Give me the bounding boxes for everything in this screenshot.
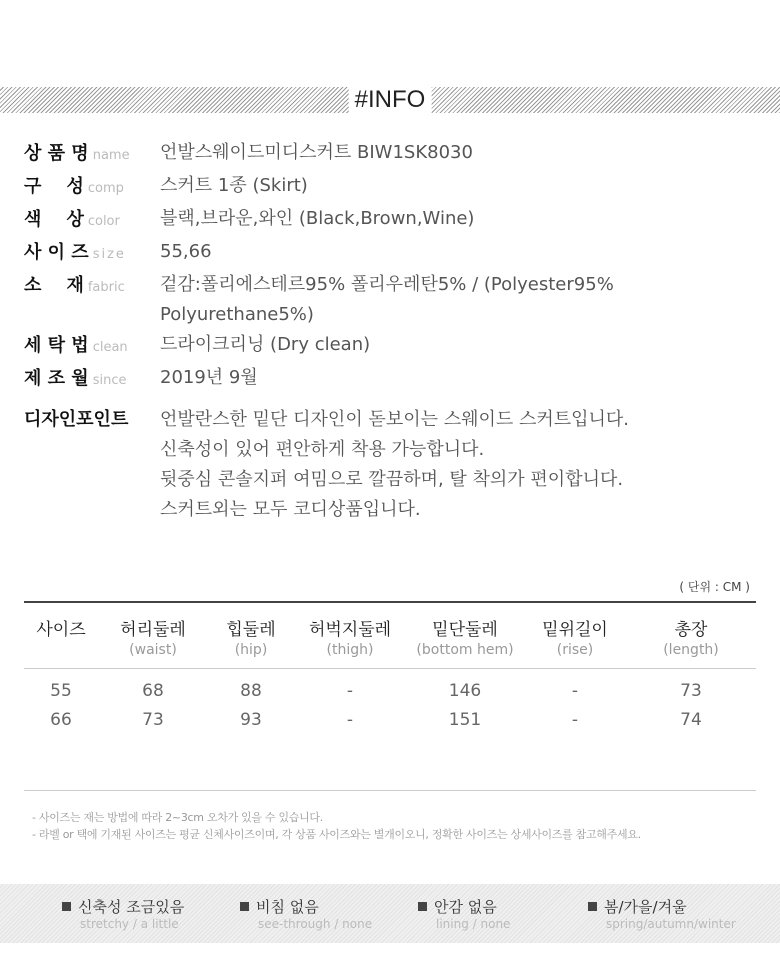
info-row-fabric bbox=[24, 270, 764, 330]
info-row-name bbox=[24, 138, 764, 171]
info-value: 스커트 1종 (Skirt) bbox=[160, 175, 308, 196]
info-label-en: since bbox=[92, 373, 127, 388]
info-row-clean bbox=[24, 330, 764, 363]
table-cell: - bbox=[571, 680, 579, 701]
design-line: 뒷중심 콘솔지퍼 여밈으로 깔끔하며, 탈 착의가 편이합니다. bbox=[160, 469, 624, 490]
info-label: 구 성 bbox=[24, 176, 84, 197]
table-cell: 66 bbox=[50, 709, 72, 730]
table-cell: 55 bbox=[50, 680, 72, 701]
table-cell: 74 bbox=[680, 709, 702, 730]
square-bullet-icon bbox=[588, 902, 597, 911]
feature-label: 안감 없음 bbox=[434, 898, 497, 916]
info-label: 소 재 bbox=[24, 275, 84, 296]
info-label-en: fabric bbox=[87, 280, 125, 295]
info-value: 드라이크리닝 (Dry clean) bbox=[160, 334, 371, 355]
size-table bbox=[24, 601, 756, 734]
info-label-en: name bbox=[92, 148, 130, 163]
unit-label: ( 단위 : CM ) bbox=[679, 580, 750, 594]
table-row bbox=[24, 669, 756, 706]
feature-label: 신축성 조금있음 bbox=[78, 898, 185, 916]
info-label: 사 이 즈 bbox=[24, 242, 89, 263]
feature-sub: spring/autumn/winter bbox=[606, 917, 736, 931]
table-header: 사이즈 bbox=[24, 602, 98, 669]
product-info bbox=[24, 138, 764, 396]
feature-item bbox=[62, 896, 184, 931]
feature-item bbox=[240, 896, 372, 931]
feature-sub: see-through / none bbox=[258, 917, 373, 931]
design-label: 디자인포인트 bbox=[24, 409, 129, 430]
feature-label: 봄/가을/겨울 bbox=[604, 898, 687, 916]
feature-item bbox=[418, 896, 510, 931]
design-point bbox=[24, 405, 764, 525]
size-notes bbox=[32, 809, 641, 843]
info-value-cont: Polyurethane5%) bbox=[160, 304, 314, 325]
table-cell: - bbox=[571, 709, 579, 730]
info-label-en: comp bbox=[87, 181, 124, 196]
title-band bbox=[0, 87, 780, 113]
info-label-en: clean bbox=[92, 340, 128, 355]
info-label: 상 품 명 bbox=[24, 143, 89, 164]
table-row bbox=[24, 705, 756, 734]
square-bullet-icon bbox=[240, 902, 249, 911]
table-header: 총장 (length) bbox=[626, 602, 756, 669]
info-value: 언발스웨이드미디스커트 BIW1SK8030 bbox=[160, 142, 473, 163]
design-line: 신축성이 있어 편안하게 착용 가능합니다. bbox=[160, 439, 485, 460]
table-cell: 68 bbox=[142, 680, 164, 701]
info-row-since bbox=[24, 363, 764, 396]
table-header-row bbox=[24, 602, 756, 669]
table-cell: - bbox=[346, 680, 354, 701]
info-label-en: color bbox=[87, 214, 120, 229]
table-header: 허벅지둘레 (thigh) bbox=[294, 602, 406, 669]
table-header: 힙둘레 (hip) bbox=[208, 602, 294, 669]
table-cell: 73 bbox=[680, 680, 702, 701]
square-bullet-icon bbox=[62, 902, 71, 911]
info-value: 겉감:폴리에스테르95% 폴리우레탄5% / (Polyester95% bbox=[160, 274, 614, 295]
feature-sub: stretchy / a little bbox=[80, 917, 179, 931]
feature-item bbox=[588, 896, 736, 931]
table-cell: 151 bbox=[448, 709, 482, 730]
feature-sub: lining / none bbox=[436, 917, 511, 931]
table-header: 밑위길이 (rise) bbox=[524, 602, 626, 669]
feature-bar bbox=[0, 884, 780, 943]
info-label-en: size bbox=[92, 247, 126, 262]
info-row-color bbox=[24, 204, 764, 237]
table-cell: 73 bbox=[142, 709, 164, 730]
info-row-size bbox=[24, 237, 764, 270]
table-cell: 146 bbox=[448, 680, 482, 701]
divider bbox=[24, 790, 756, 791]
table-cell: 88 bbox=[240, 680, 262, 701]
info-value: 블랙,브라운,와인 (Black,Brown,Wine) bbox=[160, 208, 475, 229]
note-line: - 라벨 or 택에 기재된 사이즈는 평균 신체사이즈이며, 각 상품 사이즈와는 별개이오니, 정확한 사이즈는 상세사이즈를 참고해주세요. bbox=[32, 828, 641, 841]
info-label: 색 상 bbox=[24, 209, 84, 230]
table-cell: 93 bbox=[240, 709, 262, 730]
table-header: 허리둘레 (waist) bbox=[98, 602, 208, 669]
info-value: 55,66 bbox=[160, 241, 212, 262]
feature-label: 비침 없음 bbox=[256, 898, 319, 916]
info-label: 제 조 월 bbox=[24, 368, 89, 389]
table-header: 밑단둘레 (bottom hem) bbox=[406, 602, 524, 669]
page-title: #INFO bbox=[349, 87, 432, 113]
info-row-comp bbox=[24, 171, 764, 204]
info-label: 세 탁 법 bbox=[24, 335, 89, 356]
design-line: 언발란스한 밑단 디자인이 돋보이는 스웨이드 스커트입니다. bbox=[160, 409, 630, 430]
square-bullet-icon bbox=[418, 902, 427, 911]
design-line: 스커트외는 모두 코디상품입니다. bbox=[160, 499, 421, 520]
info-value: 2019년 9월 bbox=[160, 367, 258, 388]
note-line: - 사이즈는 재는 방법에 따라 2~3cm 오차가 있을 수 있습니다. bbox=[32, 811, 323, 824]
table-cell: - bbox=[346, 709, 354, 730]
